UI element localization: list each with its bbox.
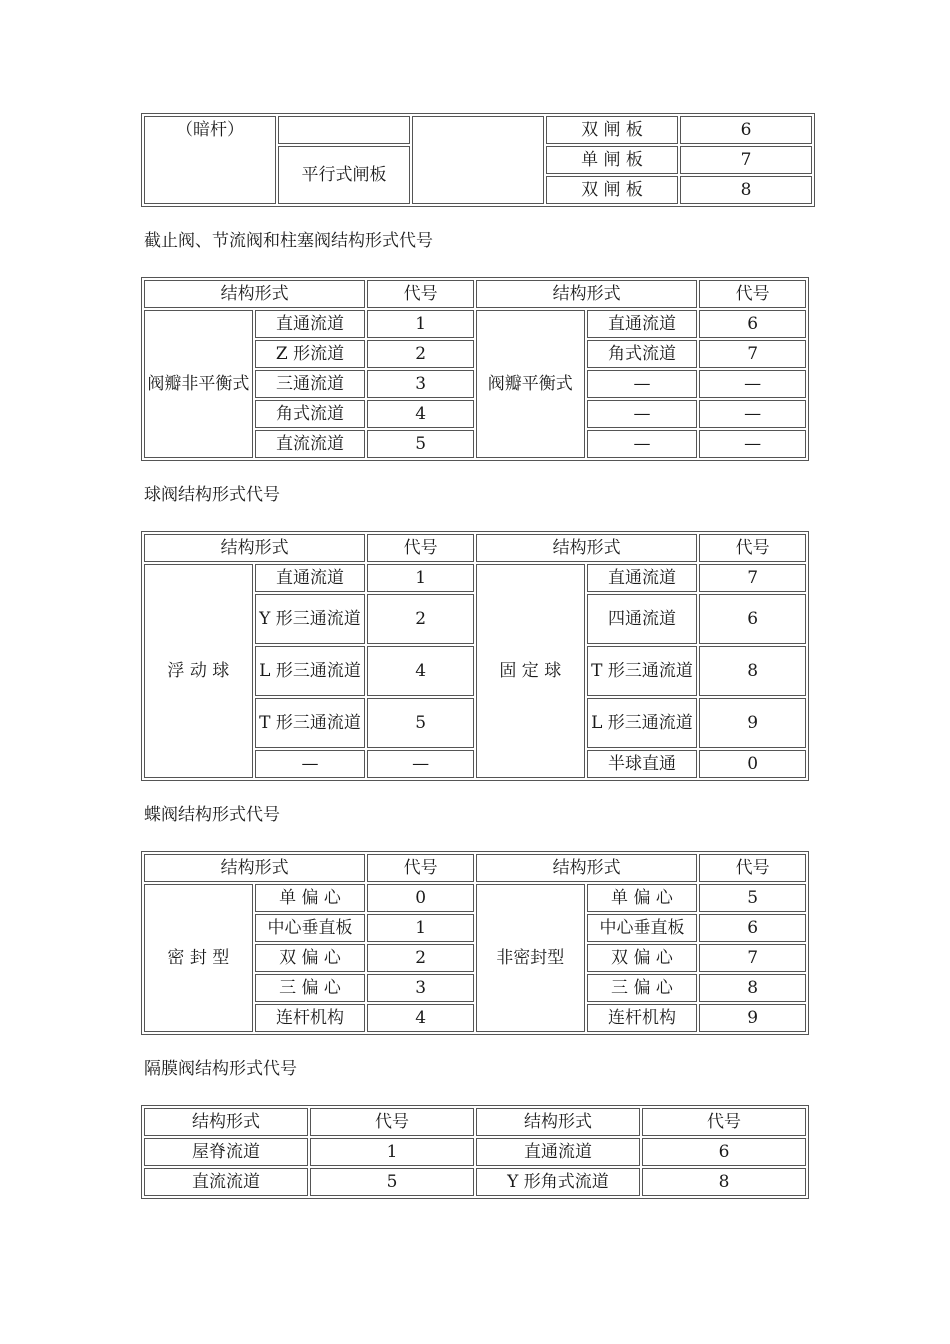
code-cell: 8 xyxy=(699,646,806,696)
form-cell: 直通流道 xyxy=(587,564,698,592)
form-cell: 中心垂直板 xyxy=(587,914,698,942)
code-cell: 5 xyxy=(699,884,806,912)
group-label-right: 固 定 球 xyxy=(476,564,585,778)
code-cell: — xyxy=(699,430,806,458)
butterfly-valve-table xyxy=(141,851,809,1035)
group-label-right: 非密封型 xyxy=(476,884,585,1032)
header-code: 代号 xyxy=(699,534,806,562)
group-label-left: 浮 动 球 xyxy=(144,564,253,778)
header-code: 代号 xyxy=(642,1108,806,1136)
table-row xyxy=(144,1138,806,1166)
form-cell: 双 偏 心 xyxy=(587,944,698,972)
code-cell: 7 xyxy=(699,340,806,368)
form-cell: 角式流道 xyxy=(255,400,366,428)
code-cell: 8 xyxy=(699,974,806,1002)
code-cell: 6 xyxy=(699,594,806,644)
form-cell: 连杆机构 xyxy=(255,1004,366,1032)
code-cell: 6 xyxy=(680,116,812,144)
parallel-gate-cell: 平行式闸板 xyxy=(278,146,410,204)
form-cell: 单 闸 板 xyxy=(546,146,678,174)
header-code: 代号 xyxy=(367,534,474,562)
form-cell: 直流流道 xyxy=(144,1168,308,1196)
form-cell: — xyxy=(587,370,698,398)
form-cell: 半球直通 xyxy=(587,750,698,778)
diaphragm-valve-table xyxy=(141,1105,809,1199)
code-cell: — xyxy=(699,400,806,428)
form-cell: 角式流道 xyxy=(587,340,698,368)
table-row xyxy=(144,310,806,338)
form-cell: 三通流道 xyxy=(255,370,366,398)
code-cell: 4 xyxy=(367,400,474,428)
code-cell: 2 xyxy=(367,340,474,368)
form-cell: T 形三通流道 xyxy=(255,698,366,748)
header-code: 代号 xyxy=(310,1108,474,1136)
header-form: 结构形式 xyxy=(476,534,697,562)
header-code: 代号 xyxy=(367,854,474,882)
form-cell: 双 偏 心 xyxy=(255,944,366,972)
form-cell: Y 形角式流道 xyxy=(476,1168,640,1196)
code-cell: 3 xyxy=(367,974,474,1002)
form-cell: 四通流道 xyxy=(587,594,698,644)
table-row xyxy=(144,1168,806,1196)
ball-valve-table xyxy=(141,531,809,781)
table-header-row xyxy=(144,534,806,562)
code-cell: 0 xyxy=(367,884,474,912)
table-row xyxy=(144,884,806,912)
header-code: 代号 xyxy=(699,280,806,308)
form-cell: 直通流道 xyxy=(587,310,698,338)
table-header-row xyxy=(144,854,806,882)
code-cell: 5 xyxy=(367,698,474,748)
code-cell: 5 xyxy=(310,1168,474,1196)
code-cell: 6 xyxy=(699,310,806,338)
form-cell: 单 偏 心 xyxy=(587,884,698,912)
code-cell: 2 xyxy=(367,944,474,972)
form-cell: L 形三通流道 xyxy=(255,646,366,696)
form-cell: T 形三通流道 xyxy=(587,646,698,696)
form-cell: — xyxy=(255,750,366,778)
code-cell: 8 xyxy=(680,176,812,204)
form-cell: 连杆机构 xyxy=(587,1004,698,1032)
form-cell: 直流流道 xyxy=(255,430,366,458)
code-cell: — xyxy=(699,370,806,398)
form-cell: — xyxy=(587,400,698,428)
code-cell: 7 xyxy=(699,564,806,592)
code-cell: 4 xyxy=(367,1004,474,1032)
code-cell: 6 xyxy=(699,914,806,942)
group-label-left: 密 封 型 xyxy=(144,884,253,1032)
header-code: 代号 xyxy=(367,280,474,308)
document-page xyxy=(141,113,809,1199)
code-cell: — xyxy=(367,750,474,778)
code-cell: 8 xyxy=(642,1168,806,1196)
form-cell: Z 形流道 xyxy=(255,340,366,368)
header-form: 结构形式 xyxy=(144,280,365,308)
form-cell: 中心垂直板 xyxy=(255,914,366,942)
form-cell: 直通流道 xyxy=(255,310,366,338)
code-cell: 7 xyxy=(699,944,806,972)
code-cell: 1 xyxy=(367,310,474,338)
globe-valve-table xyxy=(141,277,809,461)
code-cell: 3 xyxy=(367,370,474,398)
code-cell: 4 xyxy=(367,646,474,696)
empty-cell xyxy=(412,116,544,204)
section-caption-ball: 球阀结构形式代号 xyxy=(144,485,280,505)
table-header-row xyxy=(144,1108,806,1136)
code-cell: 9 xyxy=(699,698,806,748)
form-cell: Y 形三通流道 xyxy=(255,594,366,644)
form-cell: 单 偏 心 xyxy=(255,884,366,912)
code-cell: 6 xyxy=(642,1138,806,1166)
form-cell: 三 偏 心 xyxy=(255,974,366,1002)
gate-valve-table-continued xyxy=(141,113,815,207)
form-cell: 双 闸 板 xyxy=(546,176,678,204)
section-caption-butterfly: 蝶阀结构形式代号 xyxy=(144,805,280,825)
header-form: 结构形式 xyxy=(144,854,365,882)
code-cell: 0 xyxy=(699,750,806,778)
table-row xyxy=(144,116,812,144)
header-form: 结构形式 xyxy=(476,854,697,882)
group-label-left: 阀瓣非平衡式 xyxy=(144,310,253,458)
section-caption-diaphragm: 隔膜阀结构形式代号 xyxy=(144,1059,297,1079)
header-form: 结构形式 xyxy=(476,1108,640,1136)
code-cell: 7 xyxy=(680,146,812,174)
code-cell: 1 xyxy=(367,914,474,942)
table-header-row xyxy=(144,280,806,308)
code-cell: 1 xyxy=(310,1138,474,1166)
form-cell: — xyxy=(587,430,698,458)
header-form: 结构形式 xyxy=(476,280,697,308)
stem-type-cell: （暗杆） xyxy=(144,116,276,204)
table-row xyxy=(144,564,806,592)
header-form: 结构形式 xyxy=(144,1108,308,1136)
form-cell: 三 偏 心 xyxy=(587,974,698,1002)
code-cell: 9 xyxy=(699,1004,806,1032)
header-form: 结构形式 xyxy=(144,534,365,562)
section-caption-globe: 截止阀、节流阀和柱塞阀结构形式代号 xyxy=(144,231,433,251)
header-code: 代号 xyxy=(699,854,806,882)
form-cell: L 形三通流道 xyxy=(587,698,698,748)
code-cell: 1 xyxy=(367,564,474,592)
group-label-right: 阀瓣平衡式 xyxy=(476,310,585,458)
form-cell: 直通流道 xyxy=(255,564,366,592)
form-cell: 屋脊流道 xyxy=(144,1138,308,1166)
form-cell: 双 闸 板 xyxy=(546,116,678,144)
form-cell: 直通流道 xyxy=(476,1138,640,1166)
code-cell: 5 xyxy=(367,430,474,458)
code-cell: 2 xyxy=(367,594,474,644)
empty-cell xyxy=(278,116,410,144)
